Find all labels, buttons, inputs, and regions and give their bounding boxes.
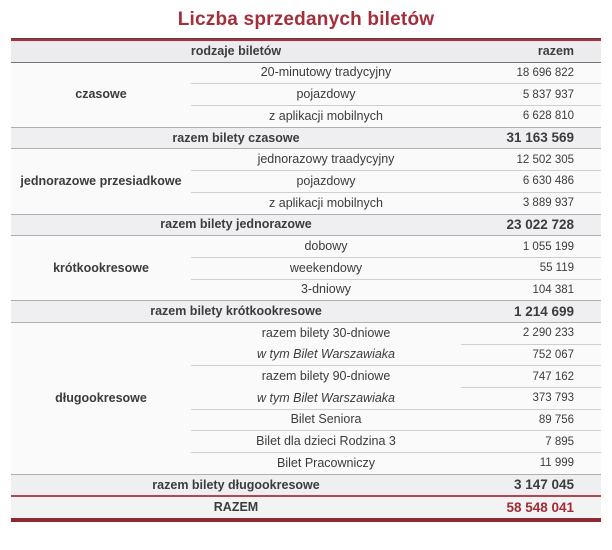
ticket-value-cell: 752 067	[461, 344, 601, 366]
summary-label: razem bilety długookresowe	[11, 474, 461, 496]
ticket-value-cell: 89 756	[461, 409, 601, 431]
category-cell-dlugookresowe: długookresowe	[55, 390, 147, 405]
ticket-type-cell: z aplikacji mobilnych	[191, 106, 461, 128]
ticket-value-cell: 6 628 810	[461, 106, 601, 128]
summary-value: 23 022 728	[461, 214, 601, 236]
column-header-ticket-types: rodzaje biletów	[11, 40, 461, 62]
ticket-type-cell: razem bilety 90-dniowe	[191, 366, 461, 388]
tickets-sold-table	[11, 39, 601, 522]
ticket-type-cell: 3-dniowy	[191, 279, 461, 301]
summary-value: 3 147 045	[461, 474, 601, 496]
ticket-type-cell: Bilet Pracowniczy	[191, 453, 461, 475]
table-header-row	[11, 40, 601, 62]
grand-total-label: RAZEM	[11, 496, 461, 520]
summary-label: razem bilety jednorazowe	[11, 214, 461, 236]
column-header-total: razem	[461, 40, 601, 62]
category-cell-jednorazowe: jednorazowe przesiadkowe	[20, 173, 182, 188]
summary-label: razem bilety czasowe	[11, 127, 461, 149]
ticket-value-cell: 2 290 233	[522, 327, 575, 340]
table-row	[11, 149, 601, 171]
tickets-table-wrap	[11, 38, 601, 522]
summary-row-jednorazowe	[11, 214, 601, 236]
ticket-value-cell: 11 999	[461, 453, 601, 475]
ticket-value-cell: 18 696 822	[516, 67, 575, 79]
summary-value: 1 214 699	[461, 301, 601, 323]
summary-value: 31 163 569	[461, 127, 601, 149]
ticket-type-cell: weekendowy	[191, 257, 461, 279]
ticket-value-cell: 104 381	[461, 279, 601, 301]
ticket-type-cell: pojazdowy	[191, 171, 461, 193]
ticket-value-cell: 373 793	[461, 388, 601, 410]
grand-total-value: 58 548 041	[461, 496, 601, 520]
summary-label: razem bilety krótkookresowe	[11, 301, 461, 323]
ticket-type-cell: 20-minutowy tradycyjny	[260, 65, 392, 80]
ticket-value-cell: 3 889 937	[461, 192, 601, 214]
category-cell-krotkookresowe: krótkookresowe	[53, 260, 149, 275]
category-cell-czasowe: czasowe	[75, 87, 127, 102]
ticket-value-cell: 747 162	[461, 366, 601, 388]
summary-row-czasowe	[11, 127, 601, 149]
ticket-type-cell: dobowy	[304, 238, 348, 253]
ticket-type-cell: w tym Bilet Warszawiaka	[257, 347, 395, 362]
table-row	[11, 322, 601, 344]
ticket-value-cell: 7 895	[461, 431, 601, 453]
summary-row-dlugookresowe	[11, 474, 601, 496]
ticket-value-cell: 12 502 305	[516, 153, 575, 166]
ticket-type-cell: w tym Bilet Warszawiaka	[257, 390, 395, 405]
ticket-value-cell: 55 119	[461, 257, 601, 279]
ticket-type-cell: razem bilety 30-dniowe	[261, 325, 391, 340]
table-row	[11, 62, 601, 84]
ticket-type-cell: Bilet Seniora	[191, 409, 461, 431]
ticket-type-cell: jednorazowy traadycyjny	[257, 152, 395, 167]
table-row	[11, 236, 601, 258]
page-title: Liczba sprzedanych biletów	[177, 9, 435, 30]
report-page	[0, 9, 612, 522]
ticket-value-cell: 1 055 199	[522, 240, 575, 253]
ticket-type-cell: pojazdowy	[191, 84, 461, 106]
summary-row-krotkookresowe	[11, 301, 601, 323]
ticket-value-cell: 5 837 937	[461, 84, 601, 106]
grand-total-row	[11, 496, 601, 520]
ticket-type-cell: Bilet dla dzieci Rodzina 3	[191, 431, 461, 453]
ticket-type-cell: z aplikacji mobilnych	[191, 192, 461, 214]
ticket-value-cell: 6 630 486	[461, 171, 601, 193]
